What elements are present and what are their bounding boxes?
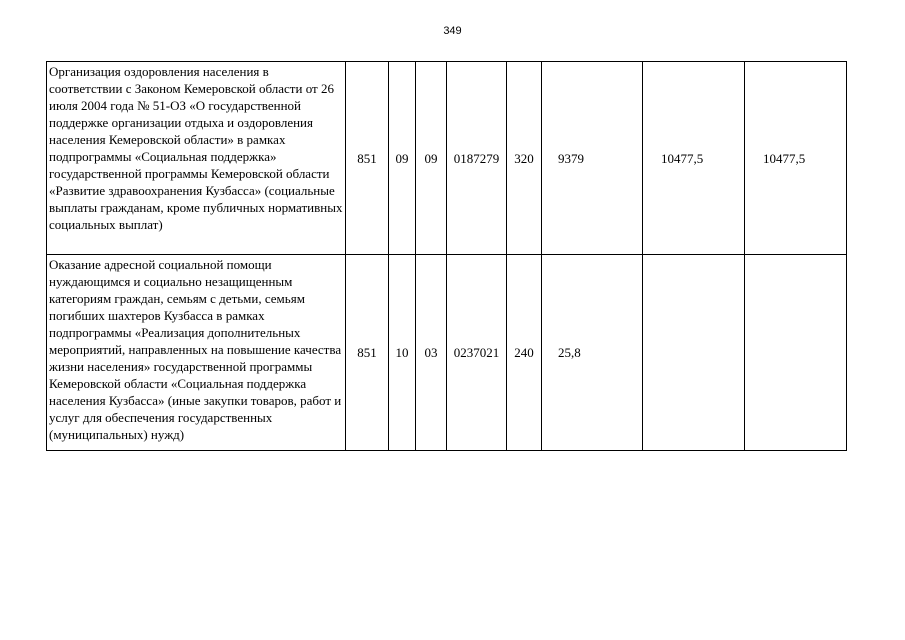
row-target: 0237021: [447, 255, 507, 451]
row-value-3: [745, 255, 847, 451]
row-subsection: 03: [416, 255, 447, 451]
page-number: 349: [443, 25, 462, 37]
row-value-3: 10477,5: [745, 62, 847, 255]
row-description: Оказание адресной социальной помощи нуждающимся и социально незащищенным категориям граждан, семьям с детьми, семьям погибших шахтеров Кузбасса в рамках подпрограммы «Реализация дополнительных мероприятий, направленных на повышение качества жизни населения» государственной программы Кемеровской области «Социальная поддержка населения Кузбасса» (иные закупки товаров, работ и услуг для обеспечения государственных (муниципальных) нужд): [47, 255, 346, 451]
row-expense-type: 320: [507, 62, 542, 255]
row-description: Организация оздоровления населения в соответствии с Законом Кемеровской области от 26 июля 2004 года № 51-ОЗ «О государственной поддержке организации отдыха и оздоровления населения Кемеровской области» в рамках подпрограммы «Социальная поддержка» государственной программы Кемеровской области «Развитие здравоохранения Кузбасса» (социальные выплаты гражданам, кроме публичных нормативных социальных выплат): [47, 62, 346, 255]
row-value-1: 25,8: [542, 255, 643, 451]
row-section: 10: [389, 255, 416, 451]
table-row: [47, 62, 847, 255]
row-code: 851: [346, 62, 389, 255]
row-code: 851: [346, 255, 389, 451]
table-row: [47, 255, 847, 451]
row-value-1: 9379: [542, 62, 643, 255]
row-value-2: [643, 255, 745, 451]
row-subsection: 09: [416, 62, 447, 255]
row-expense-type: 240: [507, 255, 542, 451]
row-target: 0187279: [447, 62, 507, 255]
row-section: 09: [389, 62, 416, 255]
row-value-2: 10477,5: [643, 62, 745, 255]
budget-table: [46, 61, 847, 451]
